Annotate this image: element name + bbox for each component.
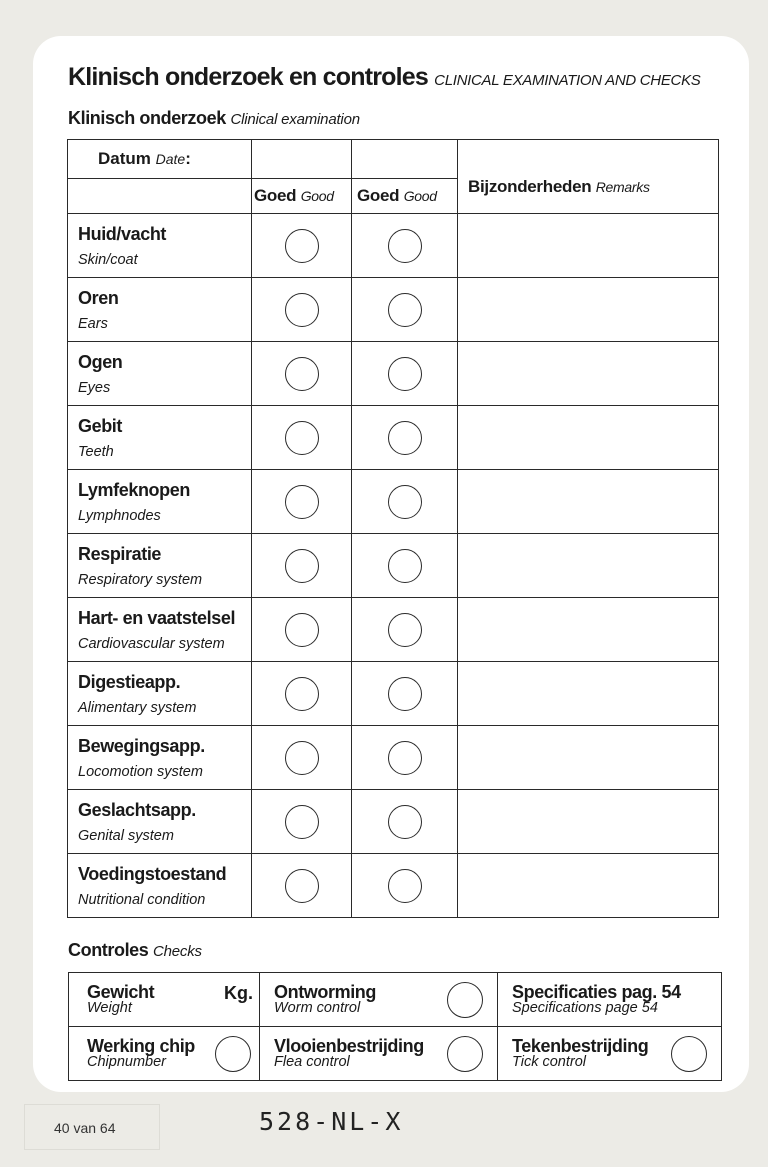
date-label-nl: Datum — [98, 149, 151, 168]
good-check-cell-2 — [352, 598, 458, 662]
exam-item-name-nl: Digestieapp. — [78, 671, 181, 692]
good-checkbox-1[interactable] — [285, 613, 319, 647]
exam-item-name-en: Skin/coat — [78, 251, 138, 268]
good-checkbox-2[interactable] — [388, 869, 422, 903]
exam-header-date-row — [68, 140, 719, 179]
weight-unit: Kg. — [224, 983, 253, 1003]
good-header-2-nl: Goed — [357, 186, 400, 205]
exam-row — [68, 470, 719, 534]
good-check-cell-1 — [252, 726, 352, 790]
exam-item-name-en: Locomotion system — [78, 763, 203, 780]
good-checkbox-2[interactable] — [388, 805, 422, 839]
page-title-nl: Klinisch onderzoek en controles — [68, 63, 429, 91]
worm-control-label: Ontworming — [274, 982, 376, 1002]
good-check-cell-1 — [252, 406, 352, 470]
checks-row-1 — [69, 973, 722, 1027]
page-title — [68, 63, 700, 92]
exam-row — [68, 278, 719, 342]
date-label-en: Date — [155, 151, 186, 167]
exam-item-name-nl: Ogen — [78, 351, 123, 372]
specifications-cell — [498, 973, 722, 1027]
exam-item-name-en: Respiratory system — [78, 571, 203, 588]
exam-section-title-nl: Klinisch onderzoek — [68, 108, 226, 128]
good-check-cell-2 — [352, 662, 458, 726]
exam-item-name-en: Ears — [78, 315, 108, 332]
date-field-2[interactable] — [352, 140, 458, 179]
good-check-cell-1 — [252, 342, 352, 406]
weight-label-en: Weight — [87, 1000, 132, 1016]
good-checkbox-2[interactable] — [388, 421, 422, 455]
exam-row — [68, 342, 719, 406]
good-checkbox-2[interactable] — [388, 613, 422, 647]
good-check-cell-1 — [252, 470, 352, 534]
good-checkbox-2[interactable] — [388, 677, 422, 711]
exam-item-label — [68, 854, 252, 918]
good-check-cell-2 — [352, 406, 458, 470]
date-label-cell — [68, 140, 252, 179]
checks-section-title-nl: Controles — [68, 940, 149, 960]
exam-item-name-nl: Bewegingsapp. — [78, 735, 205, 756]
worm-control-checkbox[interactable] — [447, 982, 483, 1018]
remarks-field[interactable] — [458, 534, 719, 598]
good-checkbox-1[interactable] — [285, 549, 319, 583]
exam-item-label — [68, 278, 252, 342]
good-checkbox-2[interactable] — [388, 357, 422, 391]
good-checkbox-1[interactable] — [285, 741, 319, 775]
exam-item-label — [68, 214, 252, 278]
tick-control-cell — [498, 1027, 722, 1081]
good-check-cell-2 — [352, 214, 458, 278]
tick-control-checkbox[interactable] — [671, 1036, 707, 1072]
good-checkbox-1[interactable] — [285, 677, 319, 711]
good-check-cell-2 — [352, 278, 458, 342]
good-check-cell-2 — [352, 534, 458, 598]
good-check-cell-1 — [252, 662, 352, 726]
checks-section-title-en: Checks — [153, 943, 202, 960]
exam-item-label — [68, 726, 252, 790]
good-check-cell-2 — [352, 854, 458, 918]
flea-control-label: Vlooienbestrijding — [274, 1036, 424, 1056]
exam-item-name-en: Genital system — [78, 827, 174, 844]
good-checkbox-1[interactable] — [285, 293, 319, 327]
weight-label: Gewicht — [87, 982, 155, 1002]
exam-row — [68, 598, 719, 662]
exam-item-label — [68, 662, 252, 726]
exam-item-label — [68, 790, 252, 854]
exam-item-label — [68, 470, 252, 534]
good-checkbox-1[interactable] — [285, 805, 319, 839]
remarks-field[interactable] — [458, 854, 719, 918]
exam-row — [68, 790, 719, 854]
exam-section-title — [68, 108, 360, 129]
flea-control-label-en: Flea control — [274, 1054, 350, 1070]
remarks-header-nl: Bijzonderheden — [468, 176, 592, 196]
good-check-cell-1 — [252, 598, 352, 662]
exam-item-label — [68, 342, 252, 406]
remarks-field[interactable] — [458, 662, 719, 726]
good-checkbox-1[interactable] — [285, 485, 319, 519]
specifications-label: Specificaties pag. 54 — [512, 982, 681, 1002]
good-checkbox-2[interactable] — [388, 293, 422, 327]
flea-control-cell — [260, 1027, 498, 1081]
good-checkbox-1[interactable] — [285, 357, 319, 391]
good-check-cell-1 — [252, 214, 352, 278]
good-check-cell-1 — [252, 790, 352, 854]
exam-row — [68, 214, 719, 278]
remarks-header — [458, 140, 719, 214]
remarks-field[interactable] — [458, 342, 719, 406]
chip-label-en: Chipnumber — [87, 1054, 166, 1070]
tick-control-label-en: Tick control — [512, 1054, 587, 1070]
chip-label: Werking chip — [87, 1036, 195, 1056]
exam-item-name-nl: Oren — [78, 287, 119, 308]
worm-control-cell — [260, 973, 498, 1027]
exam-item-name-nl: Gebit — [78, 415, 123, 436]
page-number: 40 van 64 — [54, 1120, 116, 1136]
exam-item-name-en: Alimentary system — [78, 699, 197, 716]
header-blank-cell — [68, 179, 252, 214]
page-title-en: CLINICAL EXAMINATION AND CHECKS — [434, 72, 701, 89]
good-header-1-nl: Goed — [254, 186, 297, 205]
exam-row — [68, 406, 719, 470]
remarks-field[interactable] — [458, 598, 719, 662]
exam-item-name-en: Cardiovascular system — [78, 635, 225, 652]
good-check-cell-2 — [352, 726, 458, 790]
remarks-field[interactable] — [458, 726, 719, 790]
exam-item-name-nl: Voedingstoestand — [78, 863, 227, 884]
checks-row-2 — [69, 1027, 722, 1081]
exam-row — [68, 726, 719, 790]
exam-item-name-nl: Huid/vacht — [78, 223, 167, 244]
remarks-field[interactable] — [458, 790, 719, 854]
good-checkbox-2[interactable] — [388, 229, 422, 263]
good-header-1-en: Good — [300, 188, 334, 204]
good-checkbox-1[interactable] — [285, 421, 319, 455]
exam-item-label — [68, 406, 252, 470]
good-checkbox-1[interactable] — [285, 869, 319, 903]
remarks-field[interactable] — [458, 470, 719, 534]
exam-item-name-nl: Lymfeknopen — [78, 479, 190, 500]
exam-item-name-nl: Hart- en vaatstelsel — [78, 607, 236, 628]
exam-table — [67, 139, 719, 918]
exam-item-label — [68, 534, 252, 598]
exam-item-label — [68, 598, 252, 662]
good-check-cell-1 — [252, 278, 352, 342]
flea-control-checkbox[interactable] — [447, 1036, 483, 1072]
good-check-cell-2 — [352, 470, 458, 534]
page-number-box — [24, 1104, 160, 1150]
chip-checkbox[interactable] — [215, 1036, 251, 1072]
exam-item-name-en: Nutritional condition — [78, 891, 206, 908]
exam-item-name-nl: Respiratie — [78, 543, 162, 564]
good-header-2 — [352, 179, 458, 214]
remarks-field[interactable] — [458, 214, 719, 278]
good-check-cell-2 — [352, 342, 458, 406]
tick-control-label: Tekenbestrijding — [512, 1036, 649, 1056]
good-checkbox-2[interactable] — [388, 485, 422, 519]
exam-row — [68, 662, 719, 726]
good-checkbox-1[interactable] — [285, 229, 319, 263]
good-header-1 — [252, 179, 352, 214]
checks-section-title — [68, 940, 202, 961]
remarks-field[interactable] — [458, 278, 719, 342]
good-checkbox-2[interactable] — [388, 549, 422, 583]
good-check-cell-1 — [252, 854, 352, 918]
exam-item-name-en: Eyes — [78, 379, 111, 396]
exam-row — [68, 534, 719, 598]
weight-cell[interactable] — [69, 973, 260, 1027]
exam-item-name-en: Lymphnodes — [78, 507, 161, 524]
exam-row — [68, 854, 719, 918]
date-label-colon: : — [185, 149, 191, 168]
worm-control-label-en: Worm control — [274, 1000, 361, 1016]
remarks-field[interactable] — [458, 406, 719, 470]
good-check-cell-1 — [252, 534, 352, 598]
document-code: 528-NL-X — [259, 1107, 404, 1136]
good-header-2-en: Good — [403, 188, 437, 204]
remarks-header-en: Remarks — [595, 178, 650, 195]
exam-section-title-en: Clinical examination — [230, 111, 360, 128]
chip-cell — [69, 1027, 260, 1081]
good-check-cell-2 — [352, 790, 458, 854]
checks-table — [68, 972, 722, 1081]
exam-item-name-nl: Geslachtsapp. — [78, 799, 196, 820]
exam-table-body — [68, 214, 719, 918]
exam-item-name-en: Teeth — [78, 443, 114, 460]
good-checkbox-2[interactable] — [388, 741, 422, 775]
specifications-label-en: Specifications page 54 — [512, 1000, 658, 1016]
date-field-1[interactable] — [252, 140, 352, 179]
